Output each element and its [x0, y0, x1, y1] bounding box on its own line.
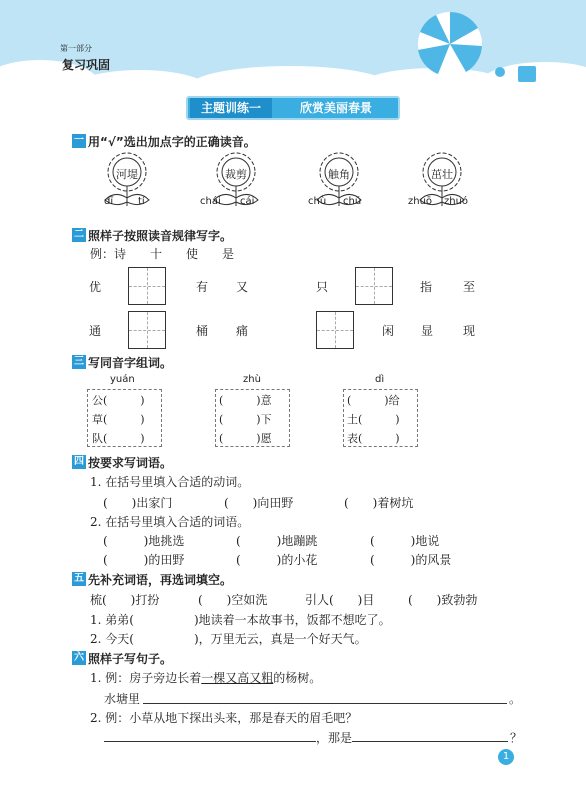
pinyin-option[interactable]: chái	[200, 196, 221, 207]
fill-blank[interactable]: ( )向田野	[224, 496, 294, 510]
fill-blank[interactable]: ( )的风景	[370, 553, 452, 567]
char: 又	[236, 280, 249, 294]
sentence-start: 水塘里	[104, 692, 141, 706]
section-number: 三	[74, 356, 84, 367]
char: 优	[89, 280, 102, 294]
word-blank[interactable]: ( )下	[219, 413, 272, 426]
fill-blank[interactable]: ( )出家门	[103, 496, 173, 510]
end-punct: 。	[509, 692, 522, 706]
underlined-phrase: 一棵又高又粗	[201, 671, 274, 685]
section-heading-4	[72, 454, 172, 470]
fill-blank[interactable]: ( )着树坑	[344, 496, 414, 510]
fill-blank[interactable]: ( )地蹦跳	[236, 534, 318, 548]
word-blank[interactable]: 土( )	[347, 413, 400, 426]
pinyin-option[interactable]: zhuó	[444, 196, 469, 207]
example-sentence: 2. 例：小草从地下探出头来，那是春天的眉毛吧？	[90, 711, 358, 725]
char: 有	[196, 280, 209, 294]
pinyin-option[interactable]: cái	[240, 196, 255, 207]
pinyin-option[interactable]: tí	[138, 196, 145, 207]
section-number: 六	[74, 652, 84, 663]
writing-grid[interactable]	[355, 267, 393, 305]
title-label: 主题训练一	[190, 98, 272, 118]
page-title: 欣赏美丽春景	[299, 101, 372, 115]
char: 现	[463, 324, 476, 338]
flower-word: 河堤	[116, 168, 138, 181]
word-blank[interactable]: 队( )	[92, 432, 145, 445]
writing-grid[interactable]	[316, 311, 354, 349]
flower-word: 裁剪	[225, 168, 247, 181]
fill-blank[interactable]: ( )地说	[370, 534, 440, 548]
example-sentence	[90, 669, 321, 686]
answer-line[interactable]	[143, 702, 507, 704]
section-heading-5	[72, 571, 232, 587]
word-blank[interactable]: ( )愿	[219, 432, 272, 445]
char: 显	[421, 324, 434, 338]
section-text: 写同音字组词。	[88, 355, 173, 370]
char: 桶	[196, 324, 209, 338]
pinyin-option[interactable]: dī	[104, 196, 114, 207]
section-text: 按要求写词语。	[88, 455, 173, 470]
char: 痛	[236, 324, 249, 338]
char: 指	[420, 280, 433, 294]
char: 至	[463, 280, 476, 294]
bucket-icon	[488, 60, 548, 86]
umbrella-icon	[410, 6, 490, 86]
fill-blank[interactable]: 梳( )打扮	[90, 593, 160, 607]
pinyin-option[interactable]: chǔ	[343, 196, 362, 207]
section-tag: 第一部分	[60, 44, 92, 53]
pinyin-label: yuán	[110, 374, 135, 385]
section-number: 五	[74, 573, 84, 584]
fill-blank[interactable]: ( )致勃勃	[408, 593, 478, 607]
section-heading-6	[72, 650, 172, 666]
section-heading-1	[72, 133, 256, 149]
section-text: 照样子写句子。	[88, 651, 173, 666]
char: 闲	[382, 324, 395, 338]
sentence-blank[interactable]: 1. 弟弟( )地读着一本故事书，饭都不想吃了。	[90, 613, 391, 627]
word-blank[interactable]: 表( )	[347, 432, 400, 445]
sentence-blank[interactable]: 2. 今天( )，万里无云，真是一个好天气。	[90, 632, 367, 646]
writing-grid[interactable]	[128, 267, 166, 305]
fill-blank[interactable]: ( )的田野	[103, 553, 185, 567]
fill-blank[interactable]: 引人( )目	[305, 593, 375, 607]
fill-blank[interactable]: ( )地挑选	[103, 534, 185, 548]
section-text: 照样子按照读音规律写字。	[88, 228, 233, 243]
section-text: 先补充词语，再选词填空。	[88, 572, 233, 587]
word-blank[interactable]: ( )意	[219, 394, 272, 407]
page-number: 1	[498, 749, 514, 765]
section-heading-2	[72, 227, 232, 243]
example-text: 1. 例：房子旁边长着	[90, 671, 202, 685]
pinyin-label: dì	[375, 374, 385, 385]
example-text: 例：诗 十 使 是	[90, 247, 235, 261]
section-number: 二	[74, 229, 84, 240]
char: 通	[89, 324, 102, 338]
flower-word: 触角	[328, 168, 350, 181]
answer-line[interactable]	[104, 740, 316, 742]
section-heading-3	[72, 354, 172, 370]
answer-line[interactable]	[352, 740, 508, 742]
sub-question: 2. 在括号里填入合适的词语。	[90, 515, 250, 529]
example-text: 的杨树。	[273, 671, 322, 685]
sub-question: 1. 在括号里填入合适的动词。	[90, 475, 250, 489]
sentence-mid: ，那是	[316, 731, 353, 745]
pinyin-label: zhù	[243, 374, 261, 385]
end-punct: ？	[510, 731, 523, 745]
word-blank[interactable]: ( )给	[347, 394, 400, 407]
section-text: 用“√”选出加点字的正确读音。	[88, 134, 256, 149]
pinyin-option[interactable]: chù	[308, 196, 327, 207]
writing-grid[interactable]	[128, 311, 166, 349]
section-title: 复习巩固	[62, 58, 111, 72]
section-number: 四	[74, 456, 84, 467]
char: 只	[316, 280, 329, 294]
section-number: 一	[74, 135, 84, 146]
pinyin-option[interactable]: zhuō	[408, 196, 433, 207]
fill-blank[interactable]: ( )的小花	[236, 553, 318, 567]
word-blank[interactable]: 草( )	[92, 413, 145, 426]
word-blank[interactable]: 公( )	[92, 394, 145, 407]
flower-word: 茁壮	[431, 168, 453, 181]
fill-blank[interactable]: ( )空如洗	[198, 593, 268, 607]
